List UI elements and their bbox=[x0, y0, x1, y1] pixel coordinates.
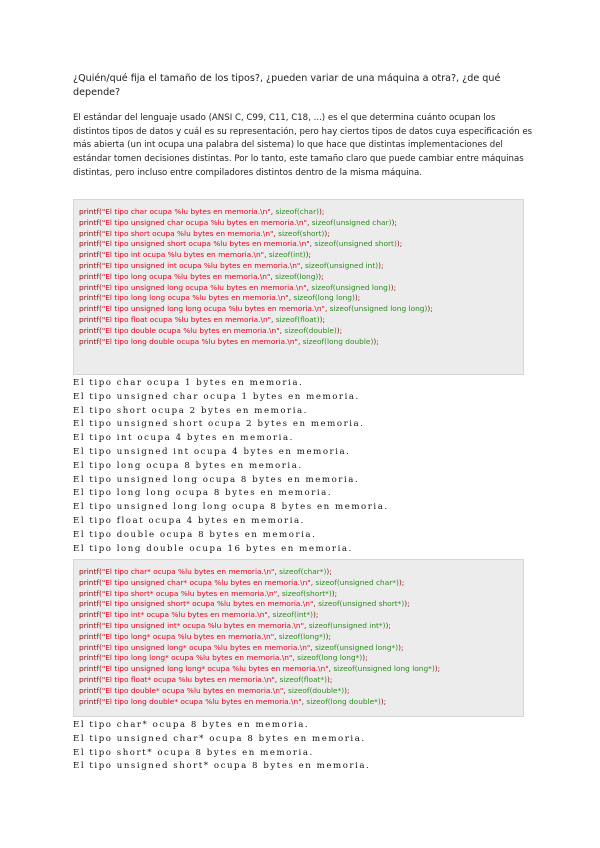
code-token-sep: , bbox=[271, 314, 276, 324]
output-line: El tipo unsigned short ocupa 2 bytes en memoria. bbox=[73, 419, 365, 430]
code-token-sep: , bbox=[274, 631, 279, 641]
code-block-basic-types bbox=[73, 199, 524, 375]
code-token-sep: , bbox=[304, 620, 309, 630]
code-token-sep: , bbox=[306, 282, 312, 292]
code-token-arg: sizeof(int) bbox=[268, 250, 306, 260]
code-token-end: ); bbox=[378, 260, 384, 270]
code-token-fn: printf( bbox=[79, 314, 102, 324]
code-token-fn: printf( bbox=[79, 325, 102, 335]
code-token-fn: printf( bbox=[79, 631, 102, 641]
code-token-sep: , bbox=[300, 260, 306, 270]
code-token-end: ); bbox=[398, 642, 404, 652]
code-token-end: ); bbox=[373, 336, 379, 346]
code-token-arg: sizeof(int*) bbox=[272, 610, 314, 620]
output-line: El tipo char ocupa 1 bytes en memoria. bbox=[73, 378, 304, 388]
code-token-arg: sizeof(unsigned short*) bbox=[318, 599, 405, 609]
code-token-arg: sizeof(long*) bbox=[278, 631, 326, 641]
code-token-fn: printf( bbox=[79, 228, 102, 238]
code-token-end: ); bbox=[396, 239, 403, 249]
code-token-arg: sizeof(short*) bbox=[281, 588, 332, 598]
code-token-fn: printf( bbox=[79, 588, 102, 598]
code-token-end: ); bbox=[326, 674, 333, 684]
question-heading: ¿Quién/qué fija el tamaño de los tipos?, ¿pueden variar de una máquina a otra?, ¿de qué depende? bbox=[73, 73, 501, 98]
code-line bbox=[79, 272, 523, 283]
code-token-arg: sizeof(long long*) bbox=[297, 653, 363, 663]
code-token-str: "El tipo unsigned long long ocupa %lu bytes en memoria.\n" bbox=[101, 304, 325, 314]
code-token-fn: printf( bbox=[79, 271, 102, 281]
code-line bbox=[79, 326, 523, 337]
code-token-end: ); bbox=[398, 577, 405, 587]
code-token-sep: , bbox=[328, 664, 334, 674]
output-line: El tipo double ocupa 8 bytes en memoria. bbox=[73, 529, 317, 540]
code-token-end: ); bbox=[319, 314, 325, 324]
code-token-end: ); bbox=[354, 293, 361, 303]
code-token-sep: , bbox=[313, 599, 319, 609]
code-token-str: "El tipo double* ocupa %lu bytes en memoria.\n" bbox=[101, 685, 284, 695]
code-line bbox=[79, 675, 523, 686]
code-block-pointer-types bbox=[73, 559, 524, 717]
code-token-sep: , bbox=[270, 271, 276, 281]
code-token-str: "El tipo int* ocupa %lu bytes en memoria.\n" bbox=[101, 610, 268, 620]
code-token-end: ); bbox=[344, 685, 350, 695]
code-line bbox=[79, 315, 523, 326]
code-token-str: "El tipo char ocupa %lu bytes en memoria.\n" bbox=[101, 207, 271, 216]
code-token-arg: sizeof(float) bbox=[275, 314, 320, 324]
code-line bbox=[79, 304, 523, 315]
code-line bbox=[79, 632, 523, 643]
code-token-fn: printf( bbox=[79, 304, 102, 314]
code-token-sep: , bbox=[297, 336, 303, 346]
output-line: El tipo long long ocupa 8 bytes en memoria. bbox=[73, 488, 333, 499]
code-token-end: ); bbox=[326, 567, 332, 576]
code-token-fn: printf( bbox=[79, 250, 102, 260]
output-line: El tipo long ocupa 8 bytes en memoria. bbox=[73, 460, 303, 471]
code-token-end: ); bbox=[404, 599, 410, 609]
output-line: El tipo unsigned char ocupa 1 bytes en memoria. bbox=[73, 391, 360, 402]
code-token-arg: sizeof(unsigned long long*) bbox=[333, 664, 435, 674]
code-line bbox=[79, 293, 523, 304]
code-token-arg: sizeof(long) bbox=[275, 271, 319, 281]
output-line: El tipo unsigned char* ocupa 8 bytes en memoria. bbox=[73, 733, 366, 744]
code-token-arg: sizeof(long long) bbox=[293, 293, 355, 303]
code-token-sep: , bbox=[309, 239, 315, 249]
code-token-fn: printf( bbox=[79, 610, 102, 620]
code-token-arg: sizeof(unsigned short) bbox=[314, 239, 397, 249]
code-token-str: "El tipo long double ocupa %lu bytes en memoria.\n" bbox=[101, 336, 298, 346]
code-token-arg: sizeof(unsigned char) bbox=[311, 217, 392, 227]
code-token-str: "El tipo long double* ocupa %lu bytes en memoria.\n" bbox=[101, 696, 302, 706]
code-token-str: "El tipo unsigned long ocupa %lu bytes en memoria.\n" bbox=[101, 282, 307, 292]
code-token-end: ); bbox=[305, 250, 312, 260]
output-line: El tipo unsigned long long ocupa 8 bytes en memoria. bbox=[73, 502, 389, 513]
code-token-sep: , bbox=[274, 674, 280, 684]
code-token-end: ); bbox=[390, 282, 397, 292]
code-token-fn: printf( bbox=[79, 599, 102, 609]
code-token-str: "El tipo short ocupa %lu bytes en memoria.\n" bbox=[101, 228, 274, 238]
code-line bbox=[79, 567, 523, 578]
code-token-sep: , bbox=[273, 228, 279, 238]
code-token-sep: , bbox=[264, 250, 269, 260]
code-token-arg: sizeof(unsigned long) bbox=[311, 282, 391, 292]
code-token-sep: , bbox=[288, 293, 294, 303]
code-token-fn: printf( bbox=[79, 620, 102, 630]
code-token-end: ); bbox=[380, 696, 387, 706]
code-line bbox=[79, 578, 523, 589]
code-token-str: "El tipo unsigned short* ocupa %lu bytes en memoria.\n" bbox=[101, 599, 314, 609]
code-token-fn: printf( bbox=[79, 674, 102, 684]
code-token-arg: sizeof(unsigned int*) bbox=[308, 620, 386, 630]
code-line bbox=[79, 337, 523, 348]
code-line bbox=[79, 686, 523, 697]
code-token-end: ); bbox=[318, 271, 324, 281]
code-token-fn: printf( bbox=[79, 567, 102, 576]
code-line bbox=[79, 643, 523, 654]
output-line: El tipo unsigned int ocupa 4 bytes en memoria. bbox=[73, 446, 351, 457]
output-line: El tipo unsigned long ocupa 8 bytes en memoria. bbox=[73, 474, 360, 485]
code-token-sep: , bbox=[279, 325, 285, 335]
output-line: El tipo unsigned short* ocupa 8 bytes en memoria. bbox=[73, 761, 371, 772]
code-token-fn: printf( bbox=[79, 336, 102, 346]
code-token-end: ); bbox=[427, 304, 433, 314]
code-token-arg: sizeof(double) bbox=[284, 325, 337, 335]
code-token-arg: sizeof(unsigned char*) bbox=[315, 577, 399, 587]
code-line bbox=[79, 218, 523, 229]
code-line bbox=[79, 599, 523, 610]
code-line bbox=[79, 229, 523, 240]
code-token-str: "El tipo unsigned int ocupa %lu bytes en memoria.\n" bbox=[101, 260, 301, 270]
output-line: El tipo long double ocupa 16 bytes en memoria. bbox=[73, 543, 353, 554]
code-token-str: "El tipo short* ocupa %lu bytes en memoria.\n" bbox=[101, 588, 278, 598]
code-token-str: "El tipo unsigned short ocupa %lu bytes en memoria.\n" bbox=[101, 239, 310, 249]
code-token-sep: , bbox=[292, 653, 298, 663]
code-token-end: ); bbox=[313, 610, 319, 620]
code-token-arg: sizeof(char*) bbox=[279, 567, 327, 576]
code-token-end: ); bbox=[331, 588, 338, 598]
code-token-str: "El tipo long* ocupa %lu bytes en memoria.\n" bbox=[101, 631, 275, 641]
code-token-end: ); bbox=[324, 228, 330, 238]
code-token-sep: , bbox=[277, 588, 282, 598]
code-line bbox=[79, 250, 523, 261]
code-token-sep: , bbox=[310, 642, 316, 652]
code-token-arg: sizeof(unsigned long*) bbox=[315, 642, 399, 652]
code-token-sep: , bbox=[274, 567, 280, 576]
code-line bbox=[79, 239, 523, 250]
code-token-str: "El tipo unsigned int* ocupa %lu bytes en memoria.\n" bbox=[101, 620, 305, 630]
code-token-str: "El tipo double ocupa %lu bytes en memoria.\n" bbox=[101, 325, 280, 335]
code-token-arg: sizeof(short) bbox=[278, 228, 325, 238]
code-token-sep: , bbox=[301, 696, 307, 706]
output-line: El tipo char* ocupa 8 bytes en memoria. bbox=[73, 720, 310, 730]
code-token-fn: printf( bbox=[79, 207, 102, 216]
code-token-sep: , bbox=[324, 304, 330, 314]
code-token-sep: , bbox=[307, 217, 312, 227]
program-output-basic-types bbox=[73, 377, 533, 556]
code-token-arg: sizeof(long double*) bbox=[306, 696, 381, 706]
code-token-str: "El tipo char* ocupa %lu bytes en memoria.\n" bbox=[101, 567, 275, 576]
code-line bbox=[79, 589, 523, 600]
code-token-fn: printf( bbox=[79, 696, 102, 706]
code-token-str: "El tipo unsigned char* ocupa %lu bytes en memoria.\n" bbox=[101, 577, 311, 587]
code-token-fn: printf( bbox=[79, 653, 102, 663]
code-token-end: ); bbox=[385, 620, 391, 630]
code-line bbox=[79, 697, 523, 708]
code-token-sep: , bbox=[267, 610, 273, 620]
code-token-arg: sizeof(char) bbox=[275, 207, 320, 216]
code-token-str: "El tipo float* ocupa %lu bytes en memoria.\n" bbox=[101, 674, 275, 684]
code-token-str: "El tipo float ocupa %lu bytes en memoria.\n" bbox=[101, 314, 272, 324]
code-token-str: "El tipo long long ocupa %lu bytes en memoria.\n" bbox=[101, 293, 289, 303]
code-token-fn: printf( bbox=[79, 293, 102, 303]
code-line bbox=[79, 610, 523, 621]
code-line bbox=[79, 653, 523, 664]
code-token-arg: sizeof(float*) bbox=[279, 674, 327, 684]
code-token-str: "El tipo unsigned long* ocupa %lu bytes en memoria.\n" bbox=[101, 642, 311, 652]
code-token-end: ); bbox=[391, 217, 397, 227]
code-token-str: "El tipo int ocupa %lu bytes en memoria.\n" bbox=[101, 250, 265, 260]
code-token-fn: printf( bbox=[79, 685, 102, 695]
code-token-arg: sizeof(double*) bbox=[288, 685, 345, 695]
code-token-str: "El tipo long long* ocupa %lu bytes en memoria.\n" bbox=[101, 653, 293, 663]
code-token-fn: printf( bbox=[79, 642, 102, 652]
code-token-sep: , bbox=[270, 207, 276, 216]
code-token-end: ); bbox=[362, 653, 368, 663]
code-token-str: "El tipo unsigned long long* ocupa %lu bytes en memoria.\n" bbox=[101, 664, 329, 674]
code-token-end: ); bbox=[434, 664, 441, 674]
program-output-pointer-types bbox=[73, 719, 533, 774]
code-token-str: "El tipo long ocupa %lu bytes en memoria.\n" bbox=[101, 271, 271, 281]
code-token-end: ); bbox=[325, 631, 332, 641]
code-token-fn: printf( bbox=[79, 260, 102, 270]
code-token-str: "El tipo unsigned char ocupa %lu bytes en memoria.\n" bbox=[101, 217, 307, 227]
code-token-arg: sizeof(unsigned int) bbox=[305, 260, 379, 270]
code-token-arg: sizeof(long double) bbox=[302, 336, 374, 346]
code-token-fn: printf( bbox=[79, 217, 102, 227]
code-line bbox=[79, 621, 523, 632]
code-line bbox=[79, 207, 523, 218]
code-token-sep: , bbox=[310, 577, 316, 587]
output-line: El tipo int ocupa 4 bytes en memoria. bbox=[73, 433, 294, 444]
output-line: El tipo float ocupa 4 bytes en memoria. bbox=[73, 515, 305, 526]
code-token-fn: printf( bbox=[79, 664, 102, 674]
code-token-fn: printf( bbox=[79, 282, 102, 292]
code-token-sep: , bbox=[283, 685, 289, 695]
code-line bbox=[79, 664, 523, 675]
code-token-fn: printf( bbox=[79, 239, 102, 249]
answer-paragraph: El estándar del lenguaje usado (ANSI C, C99, C11, C18, ...) es el que determina cuánto ocupan los distintos tipos de datos y cuál es su representación, pero hay ciertos tipos de datos cuya especificación es más abierta (un int ocupa una palabra del sistema) lo que hace que distintas implementaciones del estándar tomen decisiones distintas. Por lo tanto, este tamaño claro que puede cambiar entre máquinas distintas, pero incluso entre compiladores distintos dentro de la misma máquina. bbox=[73, 113, 533, 178]
code-token-fn: printf( bbox=[79, 577, 102, 587]
output-line: El tipo short* ocupa 8 bytes en memoria. bbox=[73, 747, 314, 758]
code-token-end: ); bbox=[319, 207, 325, 216]
code-token-end: ); bbox=[336, 325, 343, 335]
code-line bbox=[79, 283, 523, 294]
output-line: El tipo short ocupa 2 bytes en memoria. bbox=[73, 405, 308, 416]
code-token-arg: sizeof(unsigned long long) bbox=[329, 304, 428, 314]
code-line bbox=[79, 261, 523, 272]
